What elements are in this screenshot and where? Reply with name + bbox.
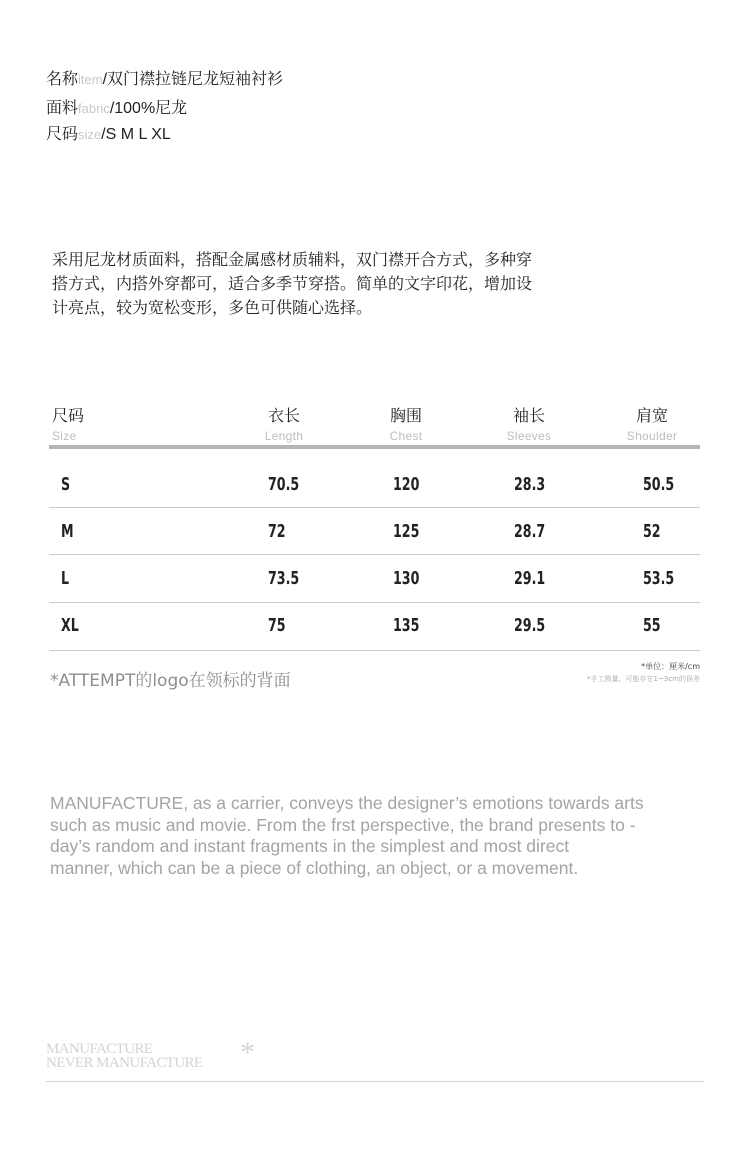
spec-size-label: 尺码 xyxy=(46,124,79,143)
asterisk-mark: * xyxy=(240,1036,255,1069)
description-line: 采用尼龙材质面料，搭配金属感材质辅料，双门襟开合方式，多种穿 xyxy=(52,250,533,269)
table-cell-shoulder: 55 xyxy=(643,615,661,636)
header-size-en: Size xyxy=(52,429,77,443)
spec-size xyxy=(46,121,171,144)
table-row-divider xyxy=(49,650,700,651)
table-header-divider xyxy=(49,445,700,449)
table-cell-chest: 130 xyxy=(393,568,420,589)
product-description xyxy=(52,248,612,320)
table-cell-size: S xyxy=(61,474,71,495)
brand-logo xyxy=(46,1042,203,1070)
table-cell-shoulder: 53.5 xyxy=(643,568,675,589)
table-row-divider xyxy=(49,507,700,508)
header-sleeves xyxy=(499,403,559,443)
header-sleeves-cn: 袖长 xyxy=(512,406,545,425)
table-cell-chest: 120 xyxy=(393,474,420,495)
spec-fabric-value: /100%尼龙 xyxy=(109,100,188,117)
description-line: 计亮点，较为宽松变形，多色可供随心选择。 xyxy=(52,298,373,317)
header-chest-cn: 胸围 xyxy=(389,406,422,425)
table-row-divider xyxy=(49,602,700,603)
brand-manifesto xyxy=(50,793,710,879)
table-cell-length: 75 xyxy=(268,615,286,636)
table-cell-chest: 135 xyxy=(393,615,420,636)
spec-item-label: 名称 xyxy=(46,69,79,88)
spec-item-label-en: item xyxy=(78,72,103,87)
header-sleeves-en: Sleeves xyxy=(506,429,552,443)
header-shoulder-cn: 肩宽 xyxy=(635,406,668,425)
table-cell-chest: 125 xyxy=(393,521,420,542)
table-cell-sleeves: 29.5 xyxy=(514,615,546,636)
spec-size-label-en: size xyxy=(78,127,102,142)
header-shoulder xyxy=(620,403,684,443)
header-shoulder-en: Shoulder xyxy=(626,429,678,443)
brand-logo-line2: NEVER MANUFACTURE xyxy=(46,1055,203,1071)
header-chest xyxy=(376,403,436,443)
table-cell-sleeves: 28.3 xyxy=(514,474,546,495)
header-length-cn: 衣长 xyxy=(267,406,300,425)
spec-item-value: /双门襟拉链尼龙短袖衬衫 xyxy=(102,71,284,88)
table-cell-size: XL xyxy=(61,615,79,636)
header-size-cn: 尺码 xyxy=(52,406,85,425)
table-cell-length: 73.5 xyxy=(268,568,300,589)
spec-fabric-label: 面料 xyxy=(46,98,79,117)
table-cell-size: L xyxy=(61,568,70,589)
header-length-en: Length xyxy=(264,429,304,443)
table-cell-sleeves: 28.7 xyxy=(514,521,546,542)
spec-size-value: /S M L XL xyxy=(101,126,171,143)
header-length xyxy=(254,403,314,443)
spec-item xyxy=(46,66,283,89)
table-cell-size: M xyxy=(61,521,74,542)
brand-logo-line1: MANUFACTURE xyxy=(46,1041,153,1057)
header-chest-en: Chest xyxy=(389,429,423,443)
table-row-divider xyxy=(49,554,700,555)
footer-divider xyxy=(46,1081,704,1082)
unit-note: *单位：厘米/cm xyxy=(641,662,700,671)
measure-note: *手工测量，可能存在1~3cm的误差 xyxy=(587,675,700,683)
manifesto-line: such as music and movie. From the frst perspective, the brand presents to - xyxy=(50,814,636,835)
spec-fabric-label-en: fabric xyxy=(78,101,110,116)
logo-note: *ATTEMPT的logo在领标的背面 xyxy=(50,671,291,691)
manifesto-line: manner, which can be a piece of clothing, an object, or a movement. xyxy=(50,857,579,878)
table-cell-sleeves: 29.1 xyxy=(514,568,546,589)
table-cell-shoulder: 52 xyxy=(643,521,661,542)
spec-fabric xyxy=(46,95,187,118)
description-line: 搭方式，内搭外穿都可，适合多季节穿搭。简单的文字印花，增加设 xyxy=(52,274,533,293)
manifesto-line: MANUFACTURE, as a carrier, conveys the designer’s emotions towards arts xyxy=(50,793,644,813)
header-size xyxy=(52,403,84,443)
manifesto-line: day’s random and instant fragments in the simplest and most direct xyxy=(50,836,570,856)
table-cell-length: 70.5 xyxy=(268,474,300,495)
table-cell-shoulder: 50.5 xyxy=(643,474,675,495)
table-cell-length: 72 xyxy=(268,521,286,542)
